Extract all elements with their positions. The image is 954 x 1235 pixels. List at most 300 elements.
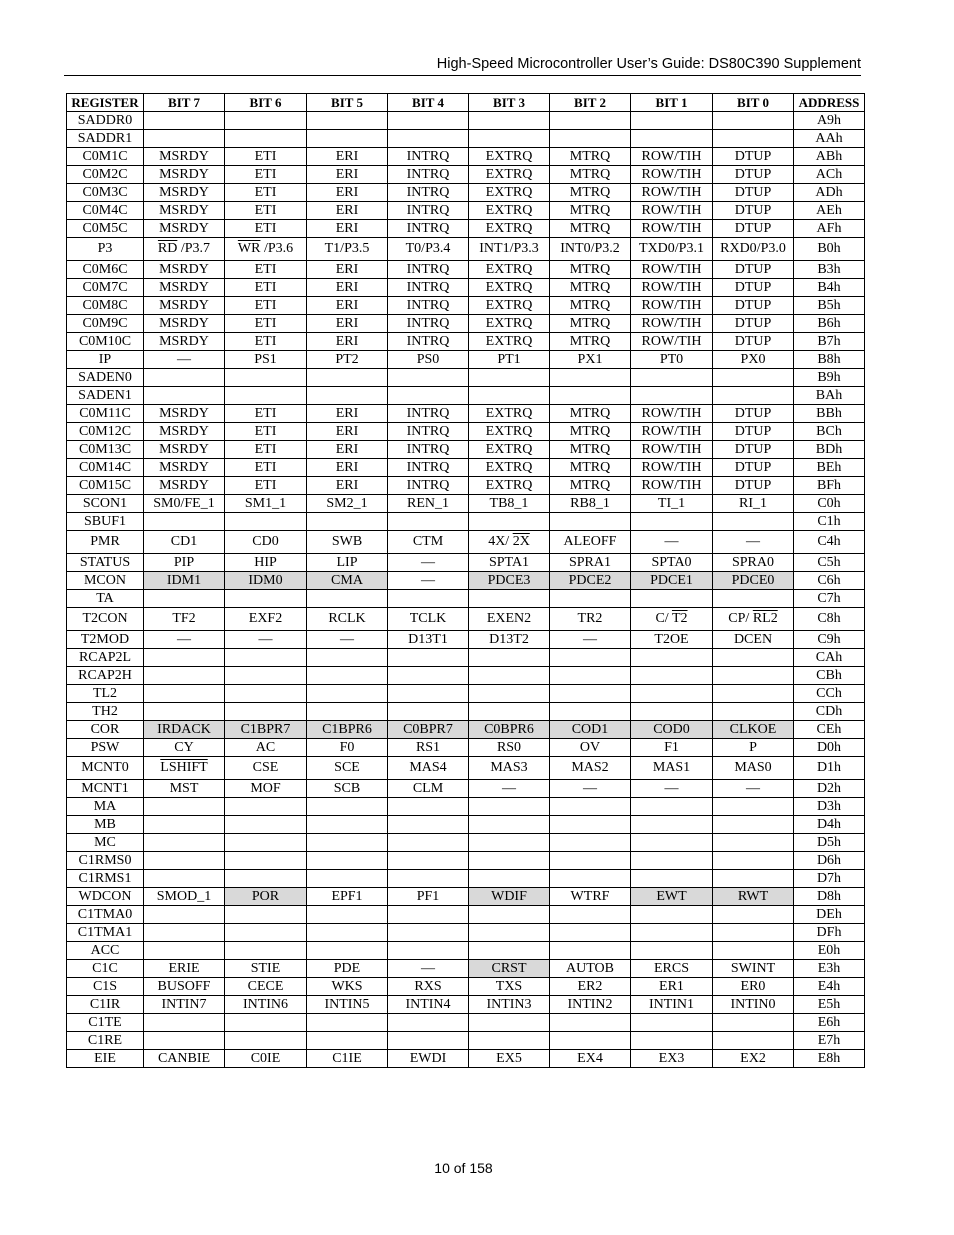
- bit-cell: SM0/FE_1: [144, 495, 225, 513]
- bit-cell: EXTRQ: [469, 315, 550, 333]
- bit-cell: [225, 667, 307, 685]
- bit-cell: MTRQ: [550, 315, 631, 333]
- bit-cell: [144, 852, 225, 870]
- bit-cell: [631, 685, 713, 703]
- bit-cell: [388, 667, 469, 685]
- bit-cell: [225, 798, 307, 816]
- bit-cell: [469, 834, 550, 852]
- address-cell: CEh: [794, 721, 865, 739]
- bit-cell: RCLK: [307, 608, 388, 631]
- address-cell: E0h: [794, 942, 865, 960]
- register-name-cell: C0M1C: [67, 148, 144, 166]
- bit-cell: TCLK: [388, 608, 469, 631]
- bit-cell: [713, 667, 794, 685]
- bit-cell: [225, 906, 307, 924]
- bit-cell: PS0: [388, 351, 469, 369]
- bit-cell: IRDACK: [144, 721, 225, 739]
- bit-cell: INTRQ: [388, 148, 469, 166]
- bit-cell: —: [550, 631, 631, 649]
- bit-cell: [631, 649, 713, 667]
- register-name-cell: T2MOD: [67, 631, 144, 649]
- bit-cell: INTIN3: [469, 996, 550, 1014]
- bit-cell: [388, 369, 469, 387]
- bit-cell: [225, 852, 307, 870]
- bit-cell: [388, 816, 469, 834]
- bit-cell: DTUP: [713, 297, 794, 315]
- address-cell: D6h: [794, 852, 865, 870]
- address-cell: ADh: [794, 184, 865, 202]
- bit-cell: [307, 590, 388, 608]
- bit-cell: MSRDY: [144, 423, 225, 441]
- bit-cell: TXD0/P3.1: [631, 238, 713, 261]
- bit-cell: CD0: [225, 531, 307, 554]
- bit-cell: ERI: [307, 441, 388, 459]
- bit-cell: [225, 590, 307, 608]
- table-row: [67, 996, 865, 1014]
- bit-cell: MTRQ: [550, 202, 631, 220]
- table-row: [67, 780, 865, 798]
- bit-cell: [144, 798, 225, 816]
- bit-cell: DTUP: [713, 423, 794, 441]
- table-row: [67, 924, 865, 942]
- bit-cell: MSRDY: [144, 315, 225, 333]
- bit-cell: ERI: [307, 166, 388, 184]
- bit-cell: —: [307, 631, 388, 649]
- address-cell: DEh: [794, 906, 865, 924]
- register-name-cell: C1C: [67, 960, 144, 978]
- bit-cell: ROW/TIH: [631, 202, 713, 220]
- register-name-cell: TA: [67, 590, 144, 608]
- table-row: [67, 1050, 865, 1068]
- bit-cell: MTRQ: [550, 477, 631, 495]
- bit-cell: ROW/TIH: [631, 279, 713, 297]
- bit-cell: ER1: [631, 978, 713, 996]
- register-name-cell: SADEN0: [67, 369, 144, 387]
- bit-cell: MAS1: [631, 757, 713, 780]
- bit-cell: [550, 852, 631, 870]
- address-cell: C1h: [794, 513, 865, 531]
- bit-cell: MAS0: [713, 757, 794, 780]
- bit-cell: [713, 649, 794, 667]
- bit-cell: [225, 816, 307, 834]
- bit-cell: [225, 685, 307, 703]
- bit-cell: [713, 369, 794, 387]
- table-row: [67, 351, 865, 369]
- bit-cell: [225, 649, 307, 667]
- bit-cell: —: [388, 554, 469, 572]
- bit-cell: ETI: [225, 423, 307, 441]
- bit-cell: [307, 703, 388, 721]
- bit-cell: $\overline{WR}$ /P3.6: [225, 238, 307, 261]
- table-row: [67, 870, 865, 888]
- bit-cell: MSRDY: [144, 333, 225, 351]
- bit-cell: [550, 834, 631, 852]
- bit-cell: IDM0: [225, 572, 307, 590]
- bit-cell: WDIF: [469, 888, 550, 906]
- bit-cell: [307, 924, 388, 942]
- bit-cell: [713, 798, 794, 816]
- column-header: BIT 5: [307, 94, 388, 112]
- bit-cell: [469, 649, 550, 667]
- table-row: [67, 757, 865, 780]
- bit-cell: [388, 590, 469, 608]
- address-cell: B3h: [794, 261, 865, 279]
- bit-cell: [144, 816, 225, 834]
- bit-cell: ERI: [307, 220, 388, 238]
- bit-cell: PS1: [225, 351, 307, 369]
- bit-cell: MSRDY: [144, 184, 225, 202]
- bit-cell: SPRA0: [713, 554, 794, 572]
- bit-cell: BUSOFF: [144, 978, 225, 996]
- bit-cell: MTRQ: [550, 184, 631, 202]
- bit-cell: DTUP: [713, 166, 794, 184]
- table-row: [67, 423, 865, 441]
- address-cell: D8h: [794, 888, 865, 906]
- address-cell: ACh: [794, 166, 865, 184]
- bit-cell: TB8_1: [469, 495, 550, 513]
- column-header: BIT 3: [469, 94, 550, 112]
- bit-cell: AUTOB: [550, 960, 631, 978]
- address-cell: B4h: [794, 279, 865, 297]
- bit-cell: TI_1: [631, 495, 713, 513]
- bit-cell: TXS: [469, 978, 550, 996]
- bit-cell: MSRDY: [144, 297, 225, 315]
- bit-cell: [225, 1014, 307, 1032]
- bit-cell: P: [713, 739, 794, 757]
- address-cell: D3h: [794, 798, 865, 816]
- register-name-cell: RCAP2H: [67, 667, 144, 685]
- bit-cell: —: [144, 631, 225, 649]
- bit-cell: RB8_1: [550, 495, 631, 513]
- bit-cell: [631, 112, 713, 130]
- bit-cell: [388, 834, 469, 852]
- table-row: [67, 130, 865, 148]
- bit-cell: [388, 942, 469, 960]
- bit-cell: CLM: [388, 780, 469, 798]
- bit-cell: EX2: [713, 1050, 794, 1068]
- bit-cell: ERI: [307, 477, 388, 495]
- table-header-row: [67, 94, 865, 112]
- bit-cell: [631, 870, 713, 888]
- register-name-cell: C0M13C: [67, 441, 144, 459]
- bit-cell: [388, 703, 469, 721]
- bit-cell: MTRQ: [550, 333, 631, 351]
- bit-cell: MTRQ: [550, 297, 631, 315]
- bit-cell: [631, 834, 713, 852]
- bit-cell: EXTRQ: [469, 459, 550, 477]
- bit-cell: ETI: [225, 279, 307, 297]
- bit-cell: [631, 667, 713, 685]
- bit-cell: ROW/TIH: [631, 261, 713, 279]
- bit-cell: ROW/TIH: [631, 423, 713, 441]
- address-cell: B9h: [794, 369, 865, 387]
- register-name-cell: C0M4C: [67, 202, 144, 220]
- bit-cell: SWINT: [713, 960, 794, 978]
- bit-cell: MSRDY: [144, 279, 225, 297]
- bit-cell: [713, 703, 794, 721]
- bit-cell: [307, 130, 388, 148]
- register-name-cell: EIE: [67, 1050, 144, 1068]
- table-row: [67, 1032, 865, 1050]
- register-name-cell: TH2: [67, 703, 144, 721]
- bit-cell: ETI: [225, 261, 307, 279]
- bit-cell: [631, 942, 713, 960]
- bit-cell: ROW/TIH: [631, 405, 713, 423]
- bit-cell: INTIN1: [631, 996, 713, 1014]
- address-cell: B5h: [794, 297, 865, 315]
- bit-cell: EX3: [631, 1050, 713, 1068]
- bit-cell: T2OE: [631, 631, 713, 649]
- bit-cell: CD1: [144, 531, 225, 554]
- bit-cell: EXF2: [225, 608, 307, 631]
- bit-cell: MSRDY: [144, 220, 225, 238]
- register-name-cell: ACC: [67, 942, 144, 960]
- bit-cell: ETI: [225, 220, 307, 238]
- address-cell: D2h: [794, 780, 865, 798]
- bit-cell: [469, 590, 550, 608]
- bit-cell: [550, 870, 631, 888]
- bit-cell: [713, 112, 794, 130]
- table-row: [67, 572, 865, 590]
- register-name-cell: TL2: [67, 685, 144, 703]
- bit-cell: —: [388, 572, 469, 590]
- table-row: [67, 1014, 865, 1032]
- bit-cell: EXTRQ: [469, 423, 550, 441]
- bit-cell: [469, 870, 550, 888]
- table-row: [67, 369, 865, 387]
- address-cell: BFh: [794, 477, 865, 495]
- address-cell: B8h: [794, 351, 865, 369]
- bit-cell: ALEOFF: [550, 531, 631, 554]
- address-cell: ABh: [794, 148, 865, 166]
- bit-cell: EXTRQ: [469, 333, 550, 351]
- bit-cell: C1BPR6: [307, 721, 388, 739]
- bit-cell: RXD0/P3.0: [713, 238, 794, 261]
- bit-cell: EXTRQ: [469, 279, 550, 297]
- bit-cell: [225, 1032, 307, 1050]
- bit-cell: [469, 1032, 550, 1050]
- bit-cell: [388, 387, 469, 405]
- bit-cell: ERI: [307, 459, 388, 477]
- bit-cell: CSE: [225, 757, 307, 780]
- bit-cell: SWB: [307, 531, 388, 554]
- table-row: [67, 220, 865, 238]
- table-row: [67, 942, 865, 960]
- table-row: [67, 739, 865, 757]
- bit-cell: [469, 513, 550, 531]
- bit-cell: [713, 924, 794, 942]
- bit-cell: RXS: [388, 978, 469, 996]
- bit-cell: [225, 112, 307, 130]
- bit-cell: [631, 513, 713, 531]
- bit-cell: [307, 667, 388, 685]
- address-cell: B6h: [794, 315, 865, 333]
- register-name-cell: IP: [67, 351, 144, 369]
- bit-cell: MSRDY: [144, 405, 225, 423]
- bit-cell: OV: [550, 739, 631, 757]
- bit-cell: INT1/P3.3: [469, 238, 550, 261]
- bit-cell: [631, 369, 713, 387]
- bit-cell: DTUP: [713, 279, 794, 297]
- bit-cell: INTRQ: [388, 459, 469, 477]
- bit-cell: [144, 649, 225, 667]
- bit-cell: C0IE: [225, 1050, 307, 1068]
- bit-cell: [307, 852, 388, 870]
- bit-cell: [469, 906, 550, 924]
- bit-cell: [388, 798, 469, 816]
- address-cell: E3h: [794, 960, 865, 978]
- bit-cell: CTM: [388, 531, 469, 554]
- bit-cell: [225, 703, 307, 721]
- bit-cell: [469, 852, 550, 870]
- register-name-cell: WDCON: [67, 888, 144, 906]
- bit-cell: $\overline{RD}$ /P3.7: [144, 238, 225, 261]
- register-name-cell: C0M9C: [67, 315, 144, 333]
- register-name-cell: SCON1: [67, 495, 144, 513]
- address-cell: BEh: [794, 459, 865, 477]
- bit-cell: [469, 816, 550, 834]
- bit-cell: [631, 798, 713, 816]
- bit-cell: [388, 1032, 469, 1050]
- address-cell: B7h: [794, 333, 865, 351]
- bit-cell: [550, 1032, 631, 1050]
- bit-cell: ER2: [550, 978, 631, 996]
- bit-cell: CANBIE: [144, 1050, 225, 1068]
- bit-cell: [469, 667, 550, 685]
- register-name-cell: MA: [67, 798, 144, 816]
- table-row: [67, 261, 865, 279]
- bit-cell: [550, 112, 631, 130]
- bit-cell: —: [631, 531, 713, 554]
- page-number: 10 of 158: [434, 1160, 493, 1176]
- register-name-cell: C1RMS0: [67, 852, 144, 870]
- bit-cell: COD0: [631, 721, 713, 739]
- bit-cell: [144, 906, 225, 924]
- table-row: [67, 279, 865, 297]
- bit-cell: [307, 942, 388, 960]
- bit-cell: [307, 1014, 388, 1032]
- bit-cell: EXTRQ: [469, 261, 550, 279]
- bit-cell: [713, 1014, 794, 1032]
- table-row: [67, 608, 865, 631]
- table-row: [67, 112, 865, 130]
- bit-cell: [550, 369, 631, 387]
- bit-cell: [388, 649, 469, 667]
- bit-cell: [225, 834, 307, 852]
- bit-cell: [144, 369, 225, 387]
- bit-cell: —: [713, 780, 794, 798]
- column-header: ADDRESS: [794, 94, 865, 112]
- bit-cell: COD1: [550, 721, 631, 739]
- register-name-cell: C1TE: [67, 1014, 144, 1032]
- address-cell: D4h: [794, 816, 865, 834]
- bit-cell: MSRDY: [144, 477, 225, 495]
- bit-cell: [225, 924, 307, 942]
- table-row: [67, 297, 865, 315]
- bit-cell: ETI: [225, 441, 307, 459]
- bit-cell: [713, 387, 794, 405]
- bit-cell: TR2: [550, 608, 631, 631]
- register-name-cell: MCNT0: [67, 757, 144, 780]
- register-name-cell: MCON: [67, 572, 144, 590]
- table-row: [67, 441, 865, 459]
- bit-cell: [713, 870, 794, 888]
- bit-cell: ERI: [307, 184, 388, 202]
- register-table: [66, 93, 865, 1068]
- bit-cell: EXTRQ: [469, 477, 550, 495]
- bit-cell: EX4: [550, 1050, 631, 1068]
- bit-cell: PDCE2: [550, 572, 631, 590]
- register-name-cell: C1TMA0: [67, 906, 144, 924]
- bit-cell: ETI: [225, 477, 307, 495]
- bit-cell: [144, 112, 225, 130]
- address-cell: CDh: [794, 703, 865, 721]
- bit-cell: [550, 667, 631, 685]
- bit-cell: MST: [144, 780, 225, 798]
- register-name-cell: C0M7C: [67, 279, 144, 297]
- address-cell: B0h: [794, 238, 865, 261]
- bit-cell: EXTRQ: [469, 405, 550, 423]
- address-cell: AAh: [794, 130, 865, 148]
- address-cell: C5h: [794, 554, 865, 572]
- bit-cell: SPTA1: [469, 554, 550, 572]
- register-name-cell: RCAP2L: [67, 649, 144, 667]
- bit-cell: MSRDY: [144, 202, 225, 220]
- bit-cell: MTRQ: [550, 405, 631, 423]
- bit-cell: CY: [144, 739, 225, 757]
- bit-cell: [225, 130, 307, 148]
- bit-cell: PDE: [307, 960, 388, 978]
- bit-cell: PDCE1: [631, 572, 713, 590]
- register-name-cell: C0M8C: [67, 297, 144, 315]
- bit-cell: SPRA1: [550, 554, 631, 572]
- bit-cell: MOF: [225, 780, 307, 798]
- register-name-cell: SADDR0: [67, 112, 144, 130]
- bit-cell: INTRQ: [388, 405, 469, 423]
- bit-cell: MTRQ: [550, 423, 631, 441]
- bit-cell: SMOD_1: [144, 888, 225, 906]
- bit-cell: PT1: [469, 351, 550, 369]
- bit-cell: —: [550, 780, 631, 798]
- bit-cell: [469, 130, 550, 148]
- address-cell: C0h: [794, 495, 865, 513]
- bit-cell: ETI: [225, 184, 307, 202]
- bit-cell: 4X/ 2X: [469, 531, 550, 554]
- bit-cell: ERI: [307, 297, 388, 315]
- address-cell: AFh: [794, 220, 865, 238]
- bit-cell: [469, 1014, 550, 1032]
- bit-cell: C1BPR7: [225, 721, 307, 739]
- header-rule: [64, 75, 861, 76]
- bit-cell: MTRQ: [550, 441, 631, 459]
- bit-cell: [550, 924, 631, 942]
- bit-cell: F0: [307, 739, 388, 757]
- bit-cell: [469, 703, 550, 721]
- bit-cell: [307, 1032, 388, 1050]
- bit-cell: MTRQ: [550, 279, 631, 297]
- bit-cell: DTUP: [713, 459, 794, 477]
- bit-cell: EWT: [631, 888, 713, 906]
- register-name-cell: C1IR: [67, 996, 144, 1014]
- register-name-cell: MCNT1: [67, 780, 144, 798]
- bit-cell: INTRQ: [388, 477, 469, 495]
- bit-cell: INTRQ: [388, 441, 469, 459]
- bit-cell: PIP: [144, 554, 225, 572]
- register-name-cell: SADDR1: [67, 130, 144, 148]
- bit-cell: [469, 387, 550, 405]
- bit-cell: LIP: [307, 554, 388, 572]
- bit-cell: C/ T2: [631, 608, 713, 631]
